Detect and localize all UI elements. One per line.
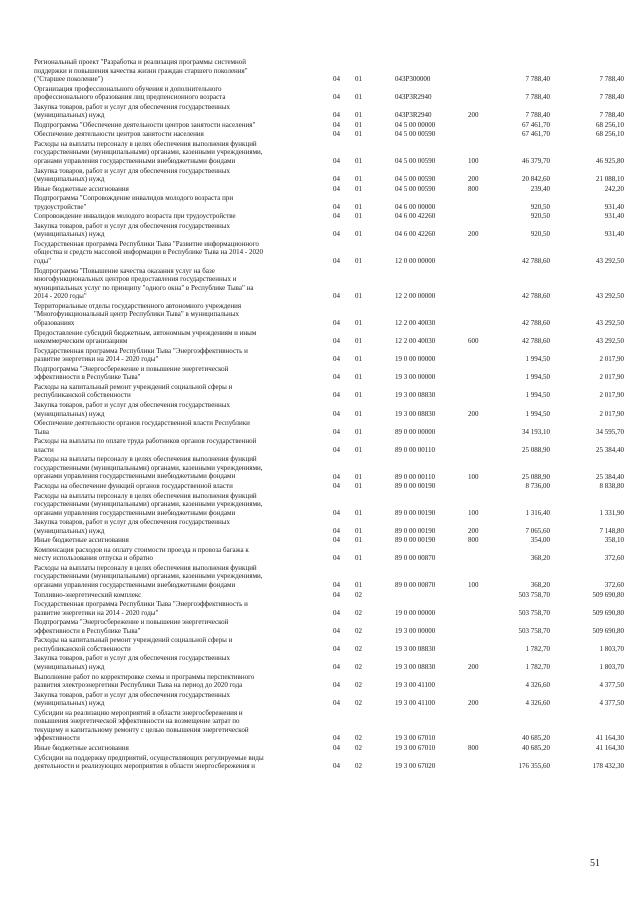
section-code: 04 — [333, 230, 340, 239]
amount-year-1: 42 788,60 — [522, 319, 550, 328]
section-code: 04 — [333, 111, 340, 120]
target-article-code: 12 2 00 00000 — [395, 292, 436, 301]
target-article-code: 89 0 00 00190 — [395, 508, 436, 517]
target-article-code: 04 6 00 42260 — [395, 212, 436, 221]
row-description: Подпрограмма "Обеспечение деятельности центров занятости населения" — [34, 120, 256, 129]
table-row — [0, 546, 640, 563]
target-article-code: 89 0 00 00190 — [395, 482, 436, 490]
section-code: 04 — [333, 355, 340, 364]
section-code: 04 — [333, 472, 340, 481]
subsection-code: 02 — [355, 608, 362, 617]
target-article-code: 89 0 00 00190 — [395, 536, 436, 545]
table-row — [0, 492, 640, 518]
subsection-code: 01 — [355, 409, 362, 418]
amount-year-2: 25 384,40 — [596, 445, 624, 454]
expense-type-code: 200 — [468, 699, 479, 708]
expense-type-code: 600 — [468, 337, 479, 346]
amount-year-1: 7 065,60 — [525, 526, 550, 535]
subsection-code: 01 — [355, 355, 362, 364]
section-code: 04 — [333, 508, 340, 517]
amount-year-2: 372,60 — [604, 581, 624, 590]
row-description: Расходы на выплаты персоналу в целях обеспечения выполнения функций государственными (муниципальными) органами, казенными учреждениями, органами управления государственными внебюджетными фондами — [34, 139, 263, 166]
section-code: 04 — [333, 681, 340, 690]
subsection-code: 01 — [355, 427, 362, 436]
row-description: Организация профессионального обучения и дополнительного профессионального образования лиц предпенсионного возраста — [34, 84, 226, 102]
target-article-code: 04 5 00 00590 — [395, 130, 436, 139]
subsection-code: 01 — [355, 120, 362, 129]
table-row — [0, 673, 640, 690]
row-description: Обеспечение деятельности центров занятости населения — [34, 130, 204, 139]
target-article-code: 19 3 00 41100 — [395, 699, 435, 708]
section-code: 04 — [333, 75, 340, 84]
table-row — [0, 329, 640, 346]
target-article-code: 19 3 00 67010 — [395, 744, 436, 752]
target-article-code: 043P300000 — [395, 75, 431, 84]
table-row — [0, 212, 640, 221]
table-row — [0, 754, 640, 771]
section-code: 04 — [333, 762, 340, 771]
amount-year-1: 8 736,00 — [525, 482, 550, 490]
amount-year-1: 1 994,50 — [525, 373, 550, 382]
table-row — [0, 709, 640, 743]
amount-year-2: 931,40 — [604, 212, 624, 221]
row-description: Территориальные отделы государственного автономного учреждения "Многофункциональный центр Республики Тыва" в муниципальных образованиях — [34, 301, 242, 328]
row-description: Закупка товаров, работ и услуг для обеспечения государственных (муниципальных) нужд — [34, 401, 231, 418]
target-article-code: 04 6 00 00000 — [395, 202, 436, 211]
amount-year-1: 503 758,70 — [518, 608, 550, 617]
row-description: Иные бюджетные ассигнования — [34, 184, 129, 193]
subsection-code: 02 — [355, 662, 362, 671]
target-article-code: 19 3 00 08830 — [395, 662, 436, 671]
target-article-code: 19 3 00 00000 — [395, 373, 436, 382]
table-row — [0, 455, 640, 481]
amount-year-1: 1 994,50 — [525, 355, 550, 364]
table-row — [0, 240, 640, 266]
subsection-code: 01 — [355, 175, 362, 184]
target-article-code: 04 6 00 42260 — [395, 230, 436, 239]
subsection-code: 02 — [355, 626, 362, 635]
amount-year-1: 7 788,40 — [525, 75, 550, 84]
target-article-code: 04 5 00 00000 — [395, 120, 436, 129]
row-description: Закупка товаров, работ и услуг для обеспечения государственных (муниципальных) нужд — [34, 102, 231, 120]
section-code: 04 — [333, 212, 340, 221]
amount-year-1: 4 326,60 — [525, 681, 550, 690]
table-row — [0, 185, 640, 194]
subsection-code: 01 — [355, 292, 362, 301]
target-article-code: 89 0 00 00110 — [395, 445, 435, 454]
amount-year-1: 920,50 — [530, 230, 550, 239]
subsection-code: 01 — [355, 391, 362, 400]
target-article-code: 19 3 00 08830 — [395, 391, 436, 400]
section-code: 04 — [333, 644, 340, 653]
subsection-code: 01 — [355, 202, 362, 211]
amount-year-1: 1 782,70 — [525, 644, 550, 653]
subsection-code: 01 — [355, 445, 362, 454]
amount-year-1: 503 758,70 — [518, 626, 550, 635]
subsection-code: 01 — [355, 130, 362, 139]
subsection-code: 01 — [355, 581, 362, 590]
amount-year-2: 509 690,80 — [592, 590, 624, 599]
amount-year-2: 372,60 — [604, 554, 624, 563]
amount-year-2: 1 803,70 — [599, 644, 624, 653]
amount-year-1: 42 788,60 — [522, 292, 550, 301]
page-number: 51 — [590, 858, 600, 869]
table-row — [0, 744, 640, 753]
target-article-code: 043P3R2940 — [395, 93, 432, 102]
table-row — [0, 437, 640, 454]
subsection-code: 01 — [355, 257, 362, 266]
amount-year-1: 920,50 — [530, 212, 550, 221]
section-code: 04 — [333, 409, 340, 418]
amount-year-2: 41 164,30 — [596, 744, 624, 752]
table-row — [0, 518, 640, 535]
row-description: Региональный проект "Разработка и реализация программы системной поддержки и повышения качества жизни граждан старшего поколения" ("Старшее поколение") — [34, 58, 248, 84]
expense-type-code: 200 — [468, 409, 479, 418]
amount-year-1: 46 379,70 — [522, 157, 550, 166]
subsection-code: 01 — [355, 337, 362, 346]
amount-year-2: 4 377,50 — [599, 681, 624, 690]
target-article-code: 19 0 00 00000 — [395, 608, 436, 617]
expense-type-code: 100 — [468, 508, 479, 517]
amount-year-1: 42 788,60 — [522, 337, 550, 346]
amount-year-1: 67 461,70 — [522, 130, 550, 139]
amount-year-1: 354,00 — [530, 536, 550, 545]
table-row — [0, 691, 640, 708]
table-row — [0, 140, 640, 166]
target-article-code: 19 3 00 67010 — [395, 734, 436, 743]
section-code: 04 — [333, 391, 340, 400]
amount-year-2: 242,20 — [604, 184, 624, 193]
target-article-code: 12 2 00 40030 — [395, 337, 436, 346]
section-code: 04 — [333, 734, 340, 743]
section-code: 04 — [333, 590, 340, 599]
row-description: Компенсация расходов на оплату стоимости проезда и провоза багажа к месту использования отпуска и обратно — [34, 545, 249, 563]
subsection-code: 02 — [355, 644, 362, 653]
amount-year-2: 1 331,90 — [599, 508, 624, 517]
subsection-code: 02 — [355, 744, 362, 752]
section-code: 04 — [333, 157, 340, 166]
amount-year-2: 2 017,90 — [599, 391, 624, 400]
row-description: Государственная программа Республики Тыва "Энергоэффективность и развитие энергетики на 2014 - 2020 годы" — [34, 346, 248, 364]
section-code: 04 — [333, 202, 340, 211]
table-row — [0, 267, 640, 301]
row-description: Подпрограмма "Повышение качества оказания услуг на базе многофункциональных центров предоставления государственных и муниципальных услуг по принципу "одного окна" в Республике Тыва" на 2014 - 2020 годы" — [34, 266, 254, 301]
table-row — [0, 618, 640, 635]
target-article-code: 89 0 00 00870 — [395, 554, 436, 563]
subsection-code: 01 — [355, 536, 362, 545]
amount-year-2: 2 017,90 — [599, 355, 624, 364]
amount-year-2: 2 017,90 — [599, 373, 624, 382]
section-code: 04 — [333, 608, 340, 617]
section-code: 04 — [333, 184, 340, 193]
table-row — [0, 600, 640, 617]
subsection-code: 02 — [355, 590, 362, 599]
table-row — [0, 194, 640, 211]
row-description: Расходы на выплаты персоналу в целях обеспечения выполнения функций государственными (муниципальными) органами, казенными учреждениями, органами управления государственными внебюджетными фондами — [34, 563, 263, 590]
target-article-code: 89 0 00 00110 — [395, 472, 435, 481]
table-row — [0, 383, 640, 400]
amount-year-2: 21 088,10 — [596, 175, 624, 184]
section-code: 04 — [333, 373, 340, 382]
table-row — [0, 58, 640, 84]
amount-year-2: 931,40 — [604, 202, 624, 211]
expense-type-code: 200 — [468, 230, 479, 239]
row-description: Иные бюджетные ассигнования — [34, 744, 129, 752]
row-description: Субсидии на поддержку предприятий, осуществляющих регулируемые виды деятельности и реализующих мероприятия в области энергосбережения и — [34, 753, 264, 771]
subsection-code: 01 — [355, 93, 362, 102]
target-article-code: 12 2 00 40030 — [395, 319, 436, 328]
table-row — [0, 302, 640, 328]
amount-year-2: 46 925,80 — [596, 157, 624, 166]
row-description: Закупка товаров, работ и услуг для обеспечения государственных (муниципальных) нужд — [34, 221, 231, 239]
amount-year-1: 1 782,70 — [525, 662, 550, 671]
target-article-code: 89 0 00 00000 — [395, 427, 436, 436]
subsection-code: 01 — [355, 554, 362, 563]
amount-year-2: 43 292,50 — [596, 319, 624, 328]
row-description: Государственная программа Республики Тыва "Энергоэффективность и развитие энергетики на 2014 - 2020 годы" — [34, 600, 248, 617]
expense-type-code: 200 — [468, 111, 479, 120]
table-row — [0, 347, 640, 364]
section-code: 04 — [333, 130, 340, 139]
row-description: Закупка товаров, работ и услуг для обеспечения государственных (муниципальных) нужд — [34, 654, 231, 671]
table-row — [0, 222, 640, 239]
target-article-code: 19 3 00 00000 — [395, 626, 436, 635]
table-row — [0, 654, 640, 671]
row-description: Расходы на выплаты по оплате труда работников органов государственной власти — [34, 437, 257, 454]
subsection-code: 02 — [355, 734, 362, 743]
row-description: Расходы на капитальный ремонт учреждений социальной сферы и республиканской собственности — [34, 636, 233, 653]
amount-year-2: 7 788,40 — [599, 75, 624, 84]
section-code: 04 — [333, 699, 340, 708]
section-code: 04 — [333, 319, 340, 328]
row-description: Обеспечение деятельности органов государственной власти Республики Тыва — [34, 419, 250, 436]
subsection-code: 01 — [355, 482, 362, 490]
row-description: Подпрограмма "Энергосбережение и повышение энергетической эффективности в Республике Тыва" — [34, 364, 229, 382]
amount-year-2: 41 164,30 — [596, 734, 624, 743]
table-row — [0, 401, 640, 418]
amount-year-2: 2 017,90 — [599, 409, 624, 418]
amount-year-1: 25 088,90 — [522, 472, 550, 481]
section-code: 04 — [333, 554, 340, 563]
expense-type-code: 200 — [468, 662, 479, 671]
table-row — [0, 564, 640, 590]
amount-year-1: 40 685,20 — [522, 734, 550, 743]
subsection-code: 02 — [355, 699, 362, 708]
amount-year-1: 4 326,60 — [525, 699, 550, 708]
amount-year-1: 1 994,50 — [525, 409, 550, 418]
table-row — [0, 85, 640, 102]
row-description: Подпрограмма "Сопровождение инвалидов молодого возраста при трудоустройстве" — [34, 194, 234, 211]
section-code: 04 — [333, 120, 340, 129]
amount-year-2: 1 803,70 — [599, 662, 624, 671]
row-description: Закупка товаров, работ и услуг для обеспечения государственных (муниципальных) нужд — [34, 166, 231, 184]
amount-year-2: 43 292,50 — [596, 257, 624, 266]
amount-year-2: 68 256,10 — [596, 130, 624, 139]
amount-year-2: 178 432,30 — [592, 762, 624, 771]
row-description: Закупка товаров, работ и услуг для обеспечения государственных (муниципальных) нужд — [34, 690, 231, 708]
target-article-code: 89 0 00 00870 — [395, 581, 436, 590]
amount-year-2: 7 148,80 — [599, 526, 624, 535]
table-row — [0, 121, 640, 130]
amount-year-2: 43 292,50 — [596, 337, 624, 346]
section-code: 04 — [333, 581, 340, 590]
expense-type-code: 100 — [468, 472, 479, 481]
target-article-code: 19 3 00 08830 — [395, 409, 436, 418]
section-code: 04 — [333, 175, 340, 184]
amount-year-1: 176 355,60 — [518, 762, 550, 771]
row-description: Расходы на выплаты персоналу в целях обеспечения выполнения функций государственными (муниципальными) органами, казенными учреждениями, органами управления государственными внебюджетными фондами — [34, 491, 263, 517]
section-code: 04 — [333, 93, 340, 102]
target-article-code: 19 3 00 67020 — [395, 762, 436, 771]
amount-year-1: 67 461,70 — [522, 120, 550, 129]
amount-year-2: 7 788,40 — [599, 111, 624, 120]
expense-type-code: 200 — [468, 526, 479, 535]
section-code: 04 — [333, 536, 340, 545]
amount-year-1: 7 788,40 — [525, 111, 550, 120]
subsection-code: 01 — [355, 472, 362, 481]
expense-type-code: 800 — [468, 184, 479, 193]
expense-type-code: 100 — [468, 157, 479, 166]
amount-year-1: 1 316,40 — [525, 508, 550, 517]
amount-year-1: 42 788,60 — [522, 257, 550, 266]
table-row — [0, 365, 640, 382]
table-row — [0, 103, 640, 120]
subsection-code: 01 — [355, 319, 362, 328]
row-description: Расходы на обеспечение функций органов государственной власти — [34, 482, 233, 490]
subsection-code: 01 — [355, 508, 362, 517]
amount-year-2: 931,40 — [604, 230, 624, 239]
row-description: Выполнение работ по корректировке схемы и программы перспективного развития электроэнергетики Республики Тыва на период до 2020 года — [34, 672, 255, 690]
table-row — [0, 536, 640, 545]
amount-year-2: 509 690,80 — [592, 608, 624, 617]
table-row — [0, 167, 640, 184]
amount-year-2: 68 256,10 — [596, 120, 624, 129]
row-description: Сопровождение инвалидов молодого возраста при трудоустройстве — [34, 212, 236, 221]
amount-year-2: 25 384,40 — [596, 472, 624, 481]
amount-year-2: 34 595,70 — [596, 427, 624, 436]
amount-year-2: 8 838,80 — [599, 482, 624, 490]
amount-year-1: 20 842,60 — [522, 175, 550, 184]
row-description: Подпрограмма "Энергосбережение и повышение энергетической эффективности в Республике Тыва" — [34, 618, 229, 635]
amount-year-1: 25 088,90 — [522, 445, 550, 454]
section-code: 04 — [333, 482, 340, 490]
row-description: Расходы на выплаты персоналу в целях обеспечения выполнения функций государственными (муниципальными) органами, казенными учреждениями, органами управления государственными внебюджетными фондами — [34, 455, 263, 481]
subsection-code: 01 — [355, 230, 362, 239]
row-description: Расходы на капитальный ремонт учреждений социальной сферы и республиканской собственности — [34, 382, 233, 400]
table-row — [0, 482, 640, 491]
expense-type-code: 800 — [468, 536, 479, 545]
amount-year-2: 43 292,50 — [596, 292, 624, 301]
amount-year-1: 368,20 — [530, 581, 550, 590]
section-code: 04 — [333, 445, 340, 454]
target-article-code: 19 3 00 08830 — [395, 644, 436, 653]
amount-year-2: 358,10 — [604, 536, 624, 545]
row-description: Субсидии на реализацию мероприятий в области энергосбережения и повышения энергетической эффективности на возмещение затрат по текущему и капитальному ремонту с целью повышения энергетической эффективности — [34, 708, 249, 743]
amount-year-1: 1 994,50 — [525, 391, 550, 400]
row-description: Предоставление субсидий бюджетным, автономным учреждениям и иным некоммерческим организациям — [34, 328, 257, 346]
target-article-code: 89 0 00 00190 — [395, 526, 436, 535]
target-article-code: 04 5 00 00590 — [395, 184, 436, 193]
row-description: Закупка товаров, работ и услуг для обеспечения государственных (муниципальных) нужд — [34, 518, 231, 535]
amount-year-2: 509 690,80 — [592, 626, 624, 635]
subsection-code: 01 — [355, 373, 362, 382]
section-code: 04 — [333, 337, 340, 346]
target-article-code: 19 0 00 00000 — [395, 355, 436, 364]
target-article-code: 12 0 00 00000 — [395, 257, 436, 266]
section-code: 04 — [333, 662, 340, 671]
amount-year-1: 920,50 — [530, 202, 550, 211]
section-code: 04 — [333, 292, 340, 301]
subsection-code: 01 — [355, 75, 362, 84]
subsection-code: 01 — [355, 184, 362, 193]
row-description: Топливно-энергетический комплекс — [34, 590, 142, 599]
expense-type-code: 800 — [468, 744, 479, 752]
amount-year-1: 368,20 — [530, 554, 550, 563]
target-article-code: 04 5 00 00590 — [395, 175, 436, 184]
subsection-code: 01 — [355, 526, 362, 535]
subsection-code: 02 — [355, 681, 362, 690]
amount-year-2: 4 377,50 — [599, 699, 624, 708]
table-row — [0, 591, 640, 600]
row-description: Государственная программа Республики Тыва "Развитие информационного общества и средств массовой информации в Республике Тыва на 2014 - 2020 годы" — [34, 239, 263, 266]
amount-year-1: 7 788,40 — [525, 93, 550, 102]
table-row — [0, 419, 640, 436]
section-code: 04 — [333, 526, 340, 535]
target-article-code: 04 5 00 00590 — [395, 157, 436, 166]
table-row — [0, 130, 640, 139]
amount-year-2: 7 788,40 — [599, 93, 624, 102]
section-code: 04 — [333, 257, 340, 266]
target-article-code: 19 3 00 41100 — [395, 681, 435, 690]
expense-type-code: 200 — [468, 175, 479, 184]
subsection-code: 01 — [355, 157, 362, 166]
amount-year-1: 34 193,10 — [522, 427, 550, 436]
expense-type-code: 100 — [468, 581, 479, 590]
subsection-code: 01 — [355, 212, 362, 221]
target-article-code: 043P3R2940 — [395, 111, 432, 120]
amount-year-1: 503 758,70 — [518, 590, 550, 599]
row-description: Иные бюджетные ассигнования — [34, 536, 129, 545]
subsection-code: 01 — [355, 111, 362, 120]
section-code: 04 — [333, 744, 340, 752]
table-row — [0, 636, 640, 653]
amount-year-1: 239,40 — [530, 184, 550, 193]
amount-year-1: 40 685,20 — [522, 744, 550, 752]
subsection-code: 02 — [355, 762, 362, 771]
section-code: 04 — [333, 626, 340, 635]
section-code: 04 — [333, 427, 340, 436]
